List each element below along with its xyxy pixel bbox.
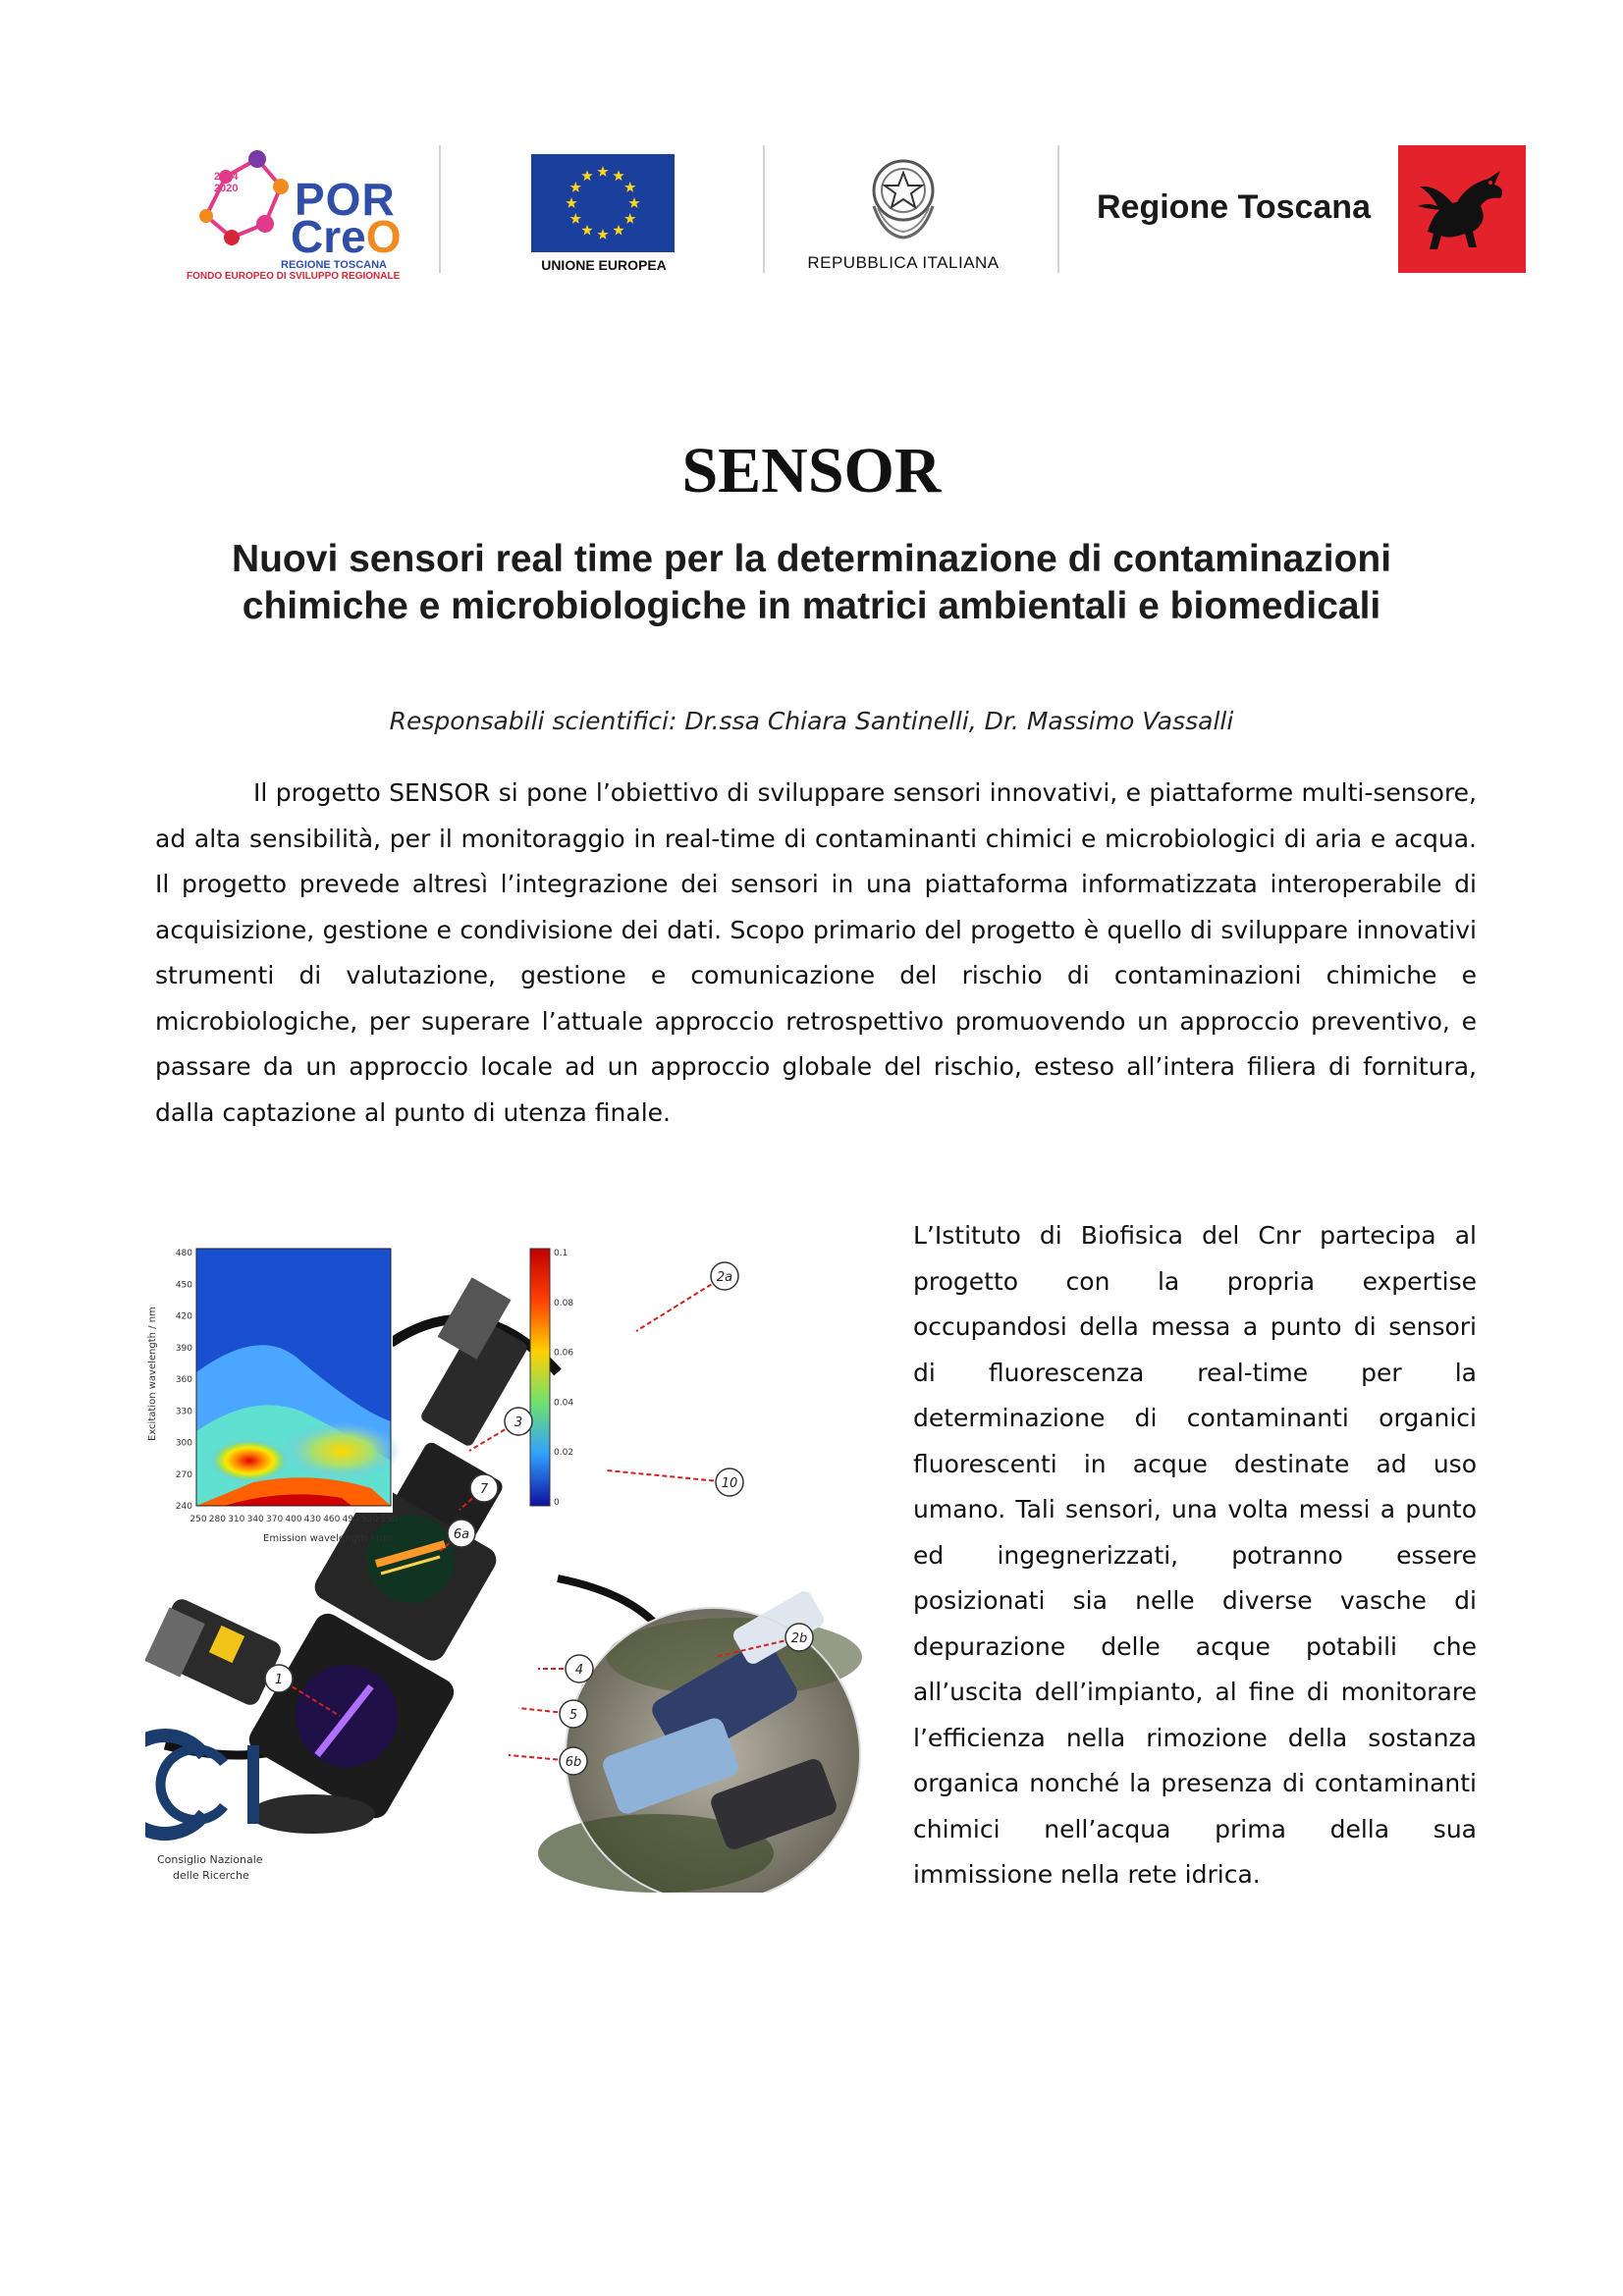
sensor-figure [145, 1225, 892, 1893]
callout-label: 7 [479, 1482, 489, 1497]
pegasus-icon [1398, 145, 1526, 273]
por-years: 2014 2020 [214, 171, 239, 194]
colorbar-tick-label: 0.1 [554, 1249, 568, 1258]
creo-wordmark-main: Cre [291, 211, 366, 262]
italy-caption: REPUBBLICA ITALIANA [807, 253, 1000, 272]
eu-star-icon [581, 225, 592, 236]
eu-star-icon [570, 182, 581, 192]
x-tick-label: 340 [246, 1515, 264, 1524]
por-creo-logo [187, 147, 422, 282]
eu-stars-icon [531, 154, 675, 252]
document-title: SENSOR [681, 435, 942, 507]
x-tick-label: 520 [361, 1515, 379, 1524]
x-tick-label: 490 [342, 1515, 359, 1524]
colorbar-tick-label: 0.04 [554, 1398, 574, 1409]
creo-wordmark-o: O [365, 211, 402, 262]
region-name: Regione Toscana [1097, 188, 1371, 226]
intro-paragraph: Il progetto SENSOR si pone l’obiettivo di sviluppare sensori innovativi, e piattaforme multi-sensore, ad alta sensibilità, per il monitoraggio in real-time di contaminanti chimici e microbiologici di aria e acqua. Il progetto prevede altresì l’integrazione dei sensori in una piattaforma informatizzata interoperabile di acquisizione, gestione e condivisione dei dati. Scopo primario del progetto è quello di sviluppare innovativi strumenti di valutazione, gestione e comunicazione del rischio di contaminazioni chimiche e microbiologiche, per superare l’attuale approccio retrospettivo promuovendo un approccio preventivo, e passare da un approccio locale ad un approccio globale del rischio, esteso all’intera filiera di fornitura, dalla captazione al punto di utenza finale. [155, 778, 1477, 1127]
x-tick-label: 310 [228, 1515, 245, 1524]
eu-star-icon [566, 197, 576, 208]
header-divider [439, 145, 441, 273]
callout-label: 6a [453, 1527, 470, 1542]
eu-star-icon [597, 166, 608, 177]
eu-star-icon [624, 182, 635, 192]
x-tick-label: 280 [208, 1515, 226, 1524]
y-tick-label: 360 [175, 1375, 192, 1385]
eem-xlabel: Emission wavelength / nm [263, 1533, 393, 1544]
callout-label: 4 [574, 1663, 584, 1678]
callout-leader [636, 1276, 725, 1331]
eu-star-icon [628, 197, 639, 208]
eem-plot [147, 1243, 573, 1544]
field-photo [538, 1588, 862, 1893]
scientific-leads: Responsabili scientifici: Dr.ssa Chiara Santinelli, Dr. Massimo Vassalli [389, 707, 1234, 735]
eu-flag-logo [531, 154, 675, 252]
eu-star-icon [624, 213, 635, 224]
x-tick-label: 430 [303, 1515, 321, 1524]
por-wordmark: POR [295, 174, 396, 225]
y-tick-label: 240 [175, 1502, 192, 1512]
eu-star-icon [597, 229, 608, 240]
y-tick-label: 330 [175, 1407, 192, 1417]
callout-label: 2b [790, 1631, 808, 1646]
callout-label: 6b [565, 1755, 582, 1770]
x-tick-label: 400 [285, 1515, 302, 1524]
y-tick-label: 270 [175, 1469, 192, 1480]
molecule-icon [187, 147, 295, 265]
y-tick-label: 390 [175, 1343, 192, 1354]
header-divider [1057, 145, 1059, 273]
colorbar-tick-label: 0.02 [554, 1448, 574, 1459]
x-tick-label: 250 [189, 1515, 207, 1524]
colorbar-tick-label: 0 [554, 1498, 560, 1508]
cnr-caption-line2: delle Ricerche [173, 1869, 249, 1882]
eem-ylabel: Excitation wavelength / nm [147, 1307, 158, 1441]
x-tick-label: 550 [380, 1515, 398, 1524]
emblem-star-icon [864, 147, 943, 245]
italy-emblem-logo [864, 147, 943, 245]
cnr-paragraph: L’Istituto di Biofisica del Cnr partecipa al progetto con la propria expertise occupandosi della messa a punto di sensori di fluorescenza real-time per la determinazione di contaminanti organici fluorescenti in acque destinate ad uso umano. Tali sensori, una volta messi a punto ed ingegnerizzati, potranno essere posizionati sia nelle diverse vasche di depurazione delle acque potabili che all’uscita dell’impianto, al fine di monitorare l’efficienza nella rimozione della sostanza organica nonché la presenza di contaminanti chimici nell’acqua prima della sua immissione nella rete idrica. [913, 1221, 1477, 1889]
colorbar-tick-label: 0.08 [554, 1298, 574, 1308]
colorbar-tick-label: 0.06 [554, 1348, 574, 1359]
x-tick-label: 370 [266, 1515, 284, 1524]
eu-star-icon [570, 213, 581, 224]
eu-star-icon [581, 170, 592, 181]
colorbar [530, 1249, 550, 1506]
y-tick-label: 450 [175, 1280, 192, 1291]
sensor-illustration [145, 1225, 892, 1893]
tuscany-flag-logo [1398, 145, 1526, 273]
eu-star-icon [613, 170, 623, 181]
eu-caption: UNIONE EUROPEA [541, 257, 667, 273]
callout-label: 5 [568, 1708, 578, 1723]
document-subtitle: Nuovi sensori real time per la determinazione di contaminazioni chimiche e microbiologiche in matrici ambientali e biomedicali [231, 538, 1392, 627]
creo-wordmark [291, 211, 402, 262]
x-tick-label: 460 [323, 1515, 341, 1524]
callout-label: 10 [721, 1476, 738, 1491]
callout-leader [607, 1470, 730, 1482]
y-tick-label: 300 [175, 1438, 192, 1449]
por-region-label: REGIONE TOSCANA [281, 259, 387, 271]
y-tick-label: 480 [175, 1249, 192, 1258]
callout-label: 3 [514, 1415, 523, 1430]
y-tick-label: 420 [175, 1311, 192, 1322]
eu-star-icon [613, 225, 623, 236]
por-fund-label: FONDO EUROPEO DI SVILUPPO REGIONALE [187, 271, 401, 282]
callout-label: 1 [274, 1673, 284, 1687]
cnr-caption-line1: Consiglio Nazionale [157, 1853, 263, 1866]
header-divider [763, 145, 765, 273]
callout-label: 2a [716, 1270, 733, 1285]
